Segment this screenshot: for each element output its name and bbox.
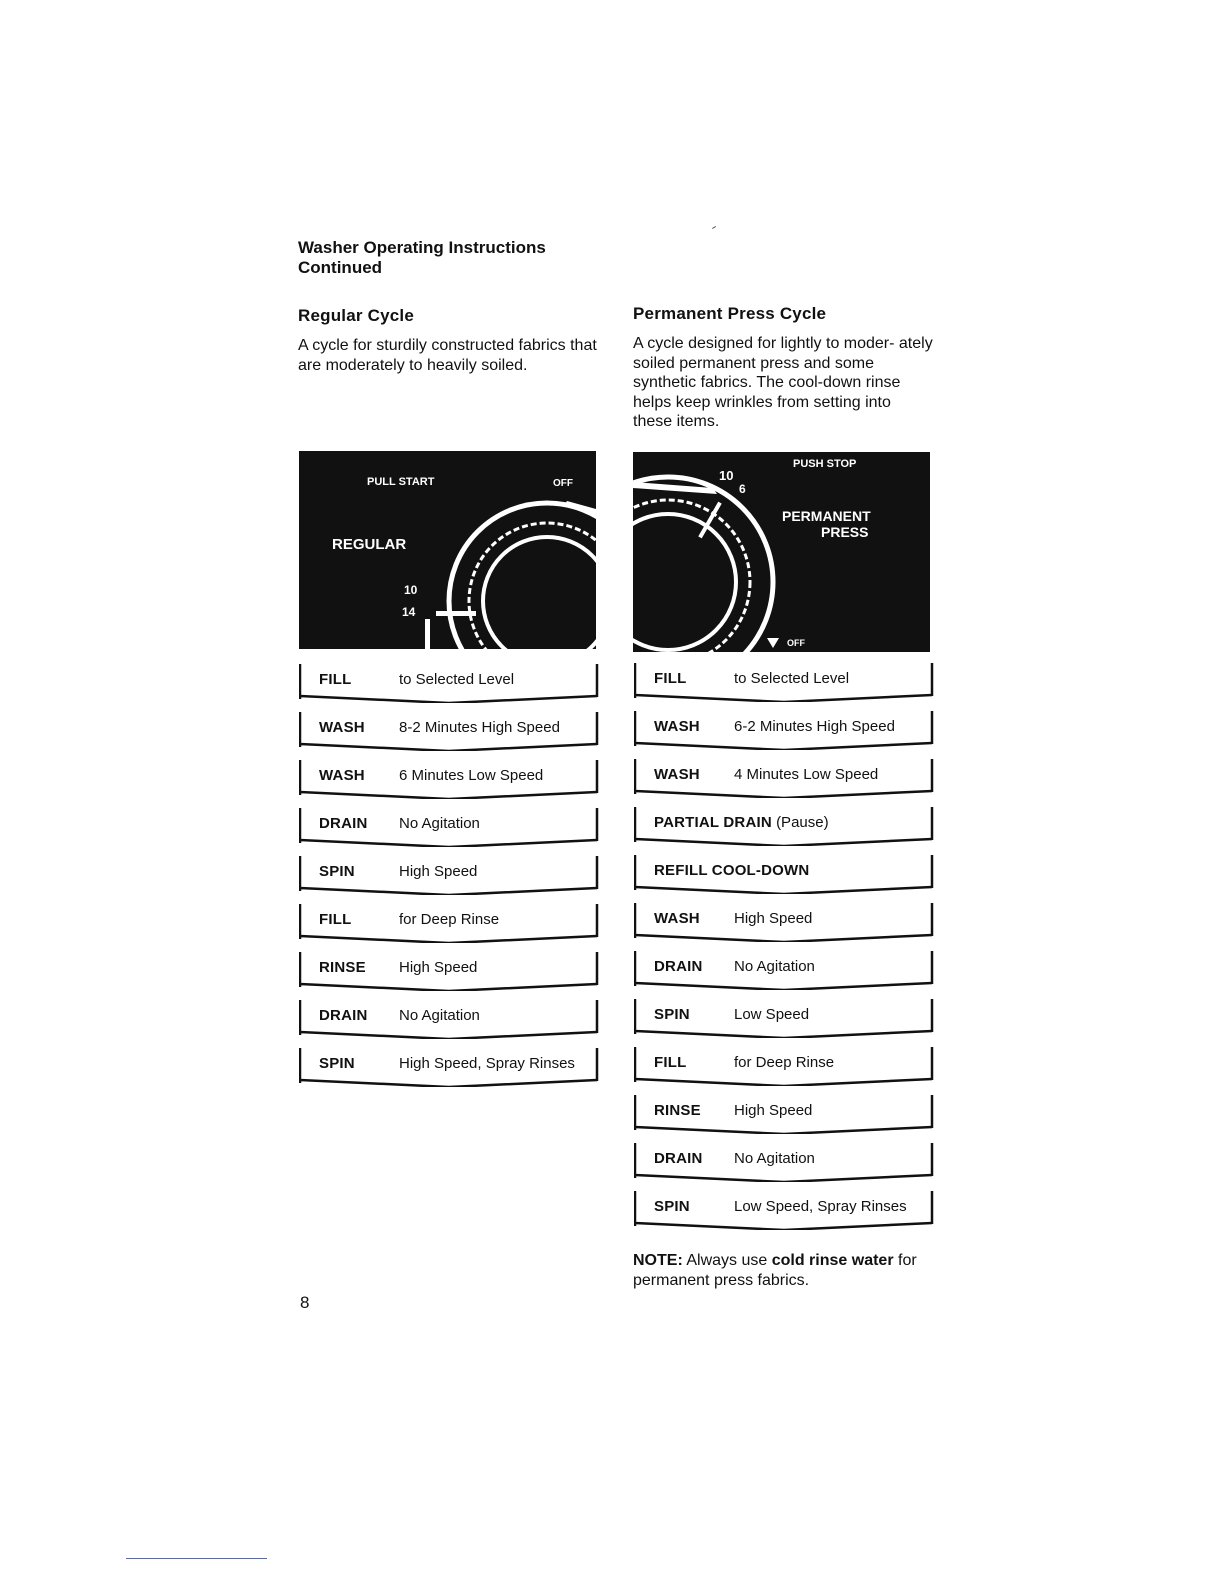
permanent-dial-label-line2: PRESS	[821, 524, 869, 540]
permanent-step	[634, 710, 934, 744]
push-stop-label: PUSH STOP	[793, 458, 857, 470]
dial-mark-10: 10	[719, 468, 734, 483]
step-description: to Selected Level	[734, 670, 850, 687]
step-name: WASH	[654, 718, 700, 735]
permanent-press-steps	[634, 662, 934, 1238]
step-description: High Speed, Spray Rinses	[399, 1055, 575, 1072]
permanent-step	[634, 854, 934, 888]
dial-mark-10: 10	[404, 583, 418, 597]
regular-cycle-heading: Regular Cycle	[298, 306, 414, 325]
step-name: SPIN	[654, 1198, 690, 1215]
step-name: WASH	[654, 766, 700, 783]
permanent-step	[634, 998, 934, 1032]
note-text-after: for permanent press fabrics.	[633, 1252, 917, 1289]
step-name: SPIN	[319, 1055, 355, 1072]
step-line	[654, 806, 829, 840]
step-description: High Speed	[734, 910, 813, 927]
step-description: for Deep Rinse	[399, 911, 500, 928]
permanent-press-heading: Permanent Press Cycle	[633, 304, 827, 323]
step-name: SPIN	[654, 1006, 690, 1023]
note-emphasis: cold rinse water	[771, 1252, 894, 1269]
permanent-step	[634, 902, 934, 936]
step-description: to Selected Level	[399, 671, 515, 688]
step-description: No Agitation	[734, 1150, 815, 1167]
step-description: 8-2 Minutes High Speed	[399, 719, 560, 736]
regular-dial-label: REGULAR	[332, 536, 407, 553]
note-label: NOTE:	[633, 1252, 683, 1269]
step-name: FILL	[654, 1054, 687, 1071]
dial-mark-6: 6	[739, 482, 746, 496]
step-name: WASH	[654, 910, 700, 927]
permanent-press-description: A cycle designed for lightly to moder- ately soiled permanent press and some synthetic fabrics. The cool-down rinse helps keep wrinkles from setting into these items.	[633, 335, 933, 430]
step-name: WASH	[319, 719, 365, 736]
step-name: DRAIN	[654, 1150, 703, 1167]
regular-step	[299, 951, 599, 985]
permanent-step	[634, 950, 934, 984]
regular-step	[299, 807, 599, 841]
step-description: No Agitation	[399, 1007, 480, 1024]
step-name: WASH	[319, 767, 365, 784]
pull-start-label: PULL START	[367, 476, 435, 488]
permanent-press-dial-illustration	[633, 452, 930, 652]
step-description: High Speed	[399, 863, 478, 880]
dial-off-label: OFF	[553, 478, 573, 489]
regular-dial-illustration	[299, 451, 596, 649]
permanent-step	[634, 1142, 934, 1176]
step-description: 6-2 Minutes High Speed	[734, 718, 895, 735]
step-description: Low Speed, Spray Rinses	[734, 1198, 907, 1215]
step-name: FILL	[319, 911, 352, 928]
step-name: FILL	[654, 670, 687, 687]
permanent-step	[634, 662, 934, 696]
page-number: 8	[300, 1293, 310, 1312]
step-name: DRAIN	[319, 1007, 368, 1024]
step-description: (Pause)	[776, 814, 829, 831]
permanent-step	[634, 1190, 934, 1224]
permanent-step	[634, 806, 934, 840]
step-description: High Speed	[399, 959, 478, 976]
permanent-step	[634, 1046, 934, 1080]
step-name: REFILL COOL-DOWN	[654, 862, 810, 879]
step-name: PARTIAL DRAIN	[654, 814, 772, 831]
page-title-line2: Continued	[298, 258, 383, 277]
regular-step	[299, 1047, 599, 1081]
footer-rule	[126, 1558, 267, 1559]
regular-step	[299, 711, 599, 745]
step-description: High Speed	[734, 1102, 813, 1119]
step-name: FILL	[319, 671, 352, 688]
step-description: for Deep Rinse	[734, 1054, 835, 1071]
step-description: 4 Minutes Low Speed	[734, 766, 879, 783]
step-line	[654, 854, 809, 888]
permanent-dial-label-line1: PERMANENT	[782, 508, 871, 524]
scan-speck	[712, 226, 716, 229]
regular-cycle-description: A cycle for sturdily constructed fabrics that are moderately to heavily soiled.	[298, 337, 597, 374]
regular-step	[299, 759, 599, 793]
step-description: Low Speed	[734, 1006, 810, 1023]
dial-off-label: OFF	[787, 638, 805, 648]
regular-step	[299, 855, 599, 889]
step-description: No Agitation	[734, 958, 815, 975]
page-title	[298, 238, 618, 278]
regular-cycle-steps	[299, 663, 599, 1095]
permanent-step	[634, 1094, 934, 1128]
step-description: No Agitation	[399, 815, 480, 832]
cold-rinse-note	[633, 1251, 933, 1290]
step-name: DRAIN	[319, 815, 368, 832]
regular-step	[299, 663, 599, 697]
regular-step	[299, 999, 599, 1033]
page-title-line1: Washer Operating Instructions	[298, 238, 546, 257]
permanent-press-dial-graphic	[633, 452, 930, 652]
step-name: DRAIN	[654, 958, 703, 975]
regular-step	[299, 903, 599, 937]
note-text-before: Always use	[682, 1252, 772, 1269]
permanent-step	[634, 758, 934, 792]
step-name: SPIN	[319, 863, 355, 880]
step-name: RINSE	[319, 959, 366, 976]
step-description: 6 Minutes Low Speed	[399, 767, 544, 784]
dial-mark-14: 14	[402, 605, 416, 619]
step-name: RINSE	[654, 1102, 701, 1119]
